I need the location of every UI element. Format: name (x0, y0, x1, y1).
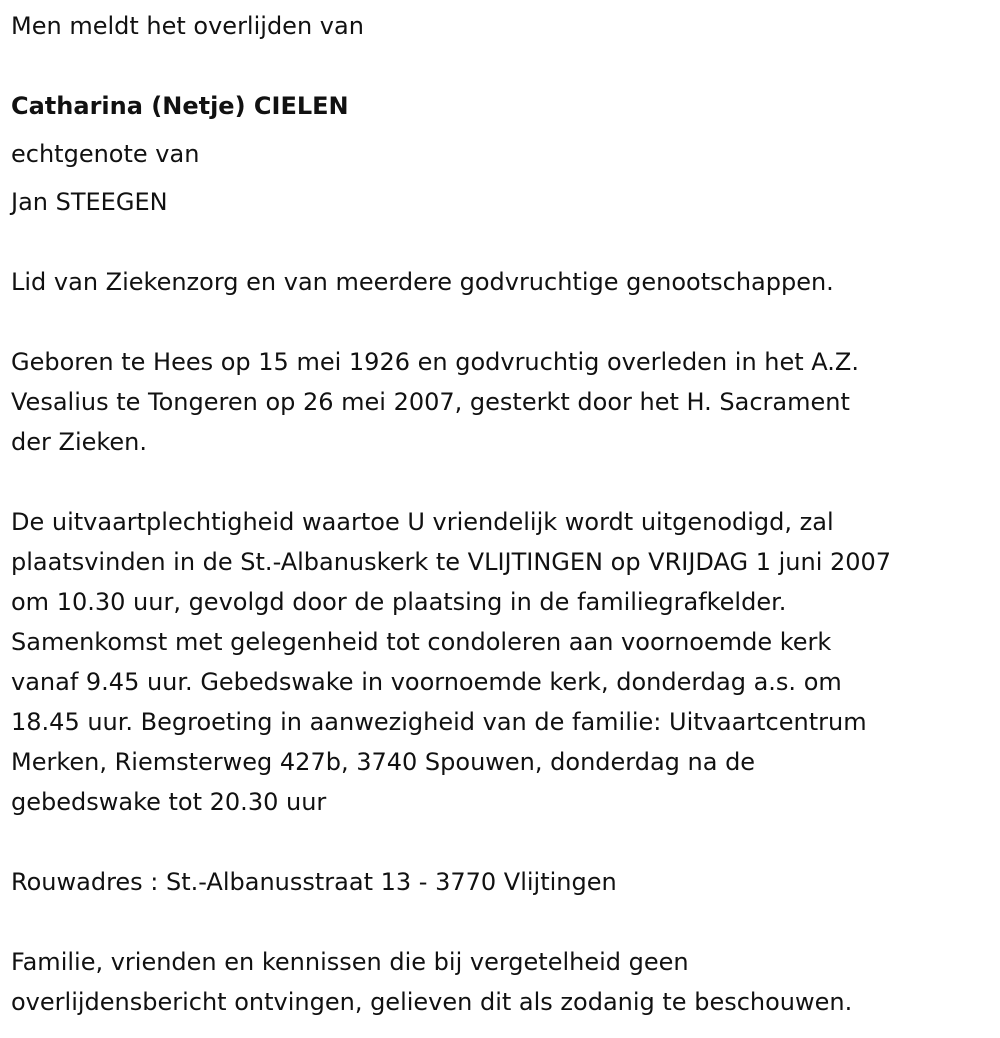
paragraph-line: plaatsvinden in de St.-Albanuskerk te VLIJTINGEN op VRIJDAG 1 juni 2007 (11, 548, 892, 576)
membership-paragraph (11, 262, 991, 302)
spouse-name: Jan STEEGEN (11, 188, 168, 216)
mourning-address-paragraph (11, 862, 991, 902)
birth-death-paragraph (11, 342, 991, 462)
intro-line: Men meldt het overlijden van (11, 12, 364, 40)
membership-line: Lid van Ziekenzorg en van meerdere godvruchtige genootschappen. (11, 268, 834, 296)
paragraph-line: 18.45 uur. Begroeting in aanwezigheid van de familie: Uitvaartcentrum (11, 708, 867, 736)
paragraph-line: der Zieken. (11, 428, 148, 456)
paragraph-line: Geboren te Hees op 15 mei 1926 en godvruchtig overleden in het A.Z. (11, 348, 860, 376)
paragraph-line: De uitvaartplechtigheid waartoe U vriendelijk wordt uitgenodigd, zal (11, 508, 834, 536)
funeral-paragraph (11, 502, 991, 822)
paragraph-line: vanaf 9.45 uur. Gebedswake in voornoemde kerk, donderdag a.s. om (11, 668, 842, 696)
paragraph-line: om 10.30 uur, gevolgd door de plaatsing in de familiegrafkelder. (11, 588, 787, 616)
spouse-label-block (11, 134, 991, 174)
paragraph-line: gebedswake tot 20.30 uur (11, 788, 327, 816)
paragraph-line: Familie, vrienden en kennissen die bij vergetelheid geen (11, 948, 689, 976)
intro-text (11, 6, 991, 46)
paragraph-line: Samenkomst met gelegenheid tot condoleren aan voornoemde kerk (11, 628, 832, 656)
spouse-label: echtgenote van (11, 140, 200, 168)
spouse-name-block (11, 182, 991, 222)
paragraph-line: overlijdensbericht ontvingen, gelieven dit als zodanig te beschouwen. (11, 988, 853, 1016)
mourning-address: Rouwadres : St.-Albanusstraat 13 - 3770 Vlijtingen (11, 868, 617, 896)
deceased-name-block (11, 86, 991, 126)
paragraph-line: Vesalius te Tongeren op 26 mei 2007, gesterkt door het H. Sacrament (11, 388, 850, 416)
deceased-name: Catharina (Netje) CIELEN (11, 92, 349, 120)
paragraph-line: Merken, Riemsterweg 427b, 3740 Spouwen, donderdag na de (11, 748, 756, 776)
family-note-paragraph (11, 942, 991, 1022)
